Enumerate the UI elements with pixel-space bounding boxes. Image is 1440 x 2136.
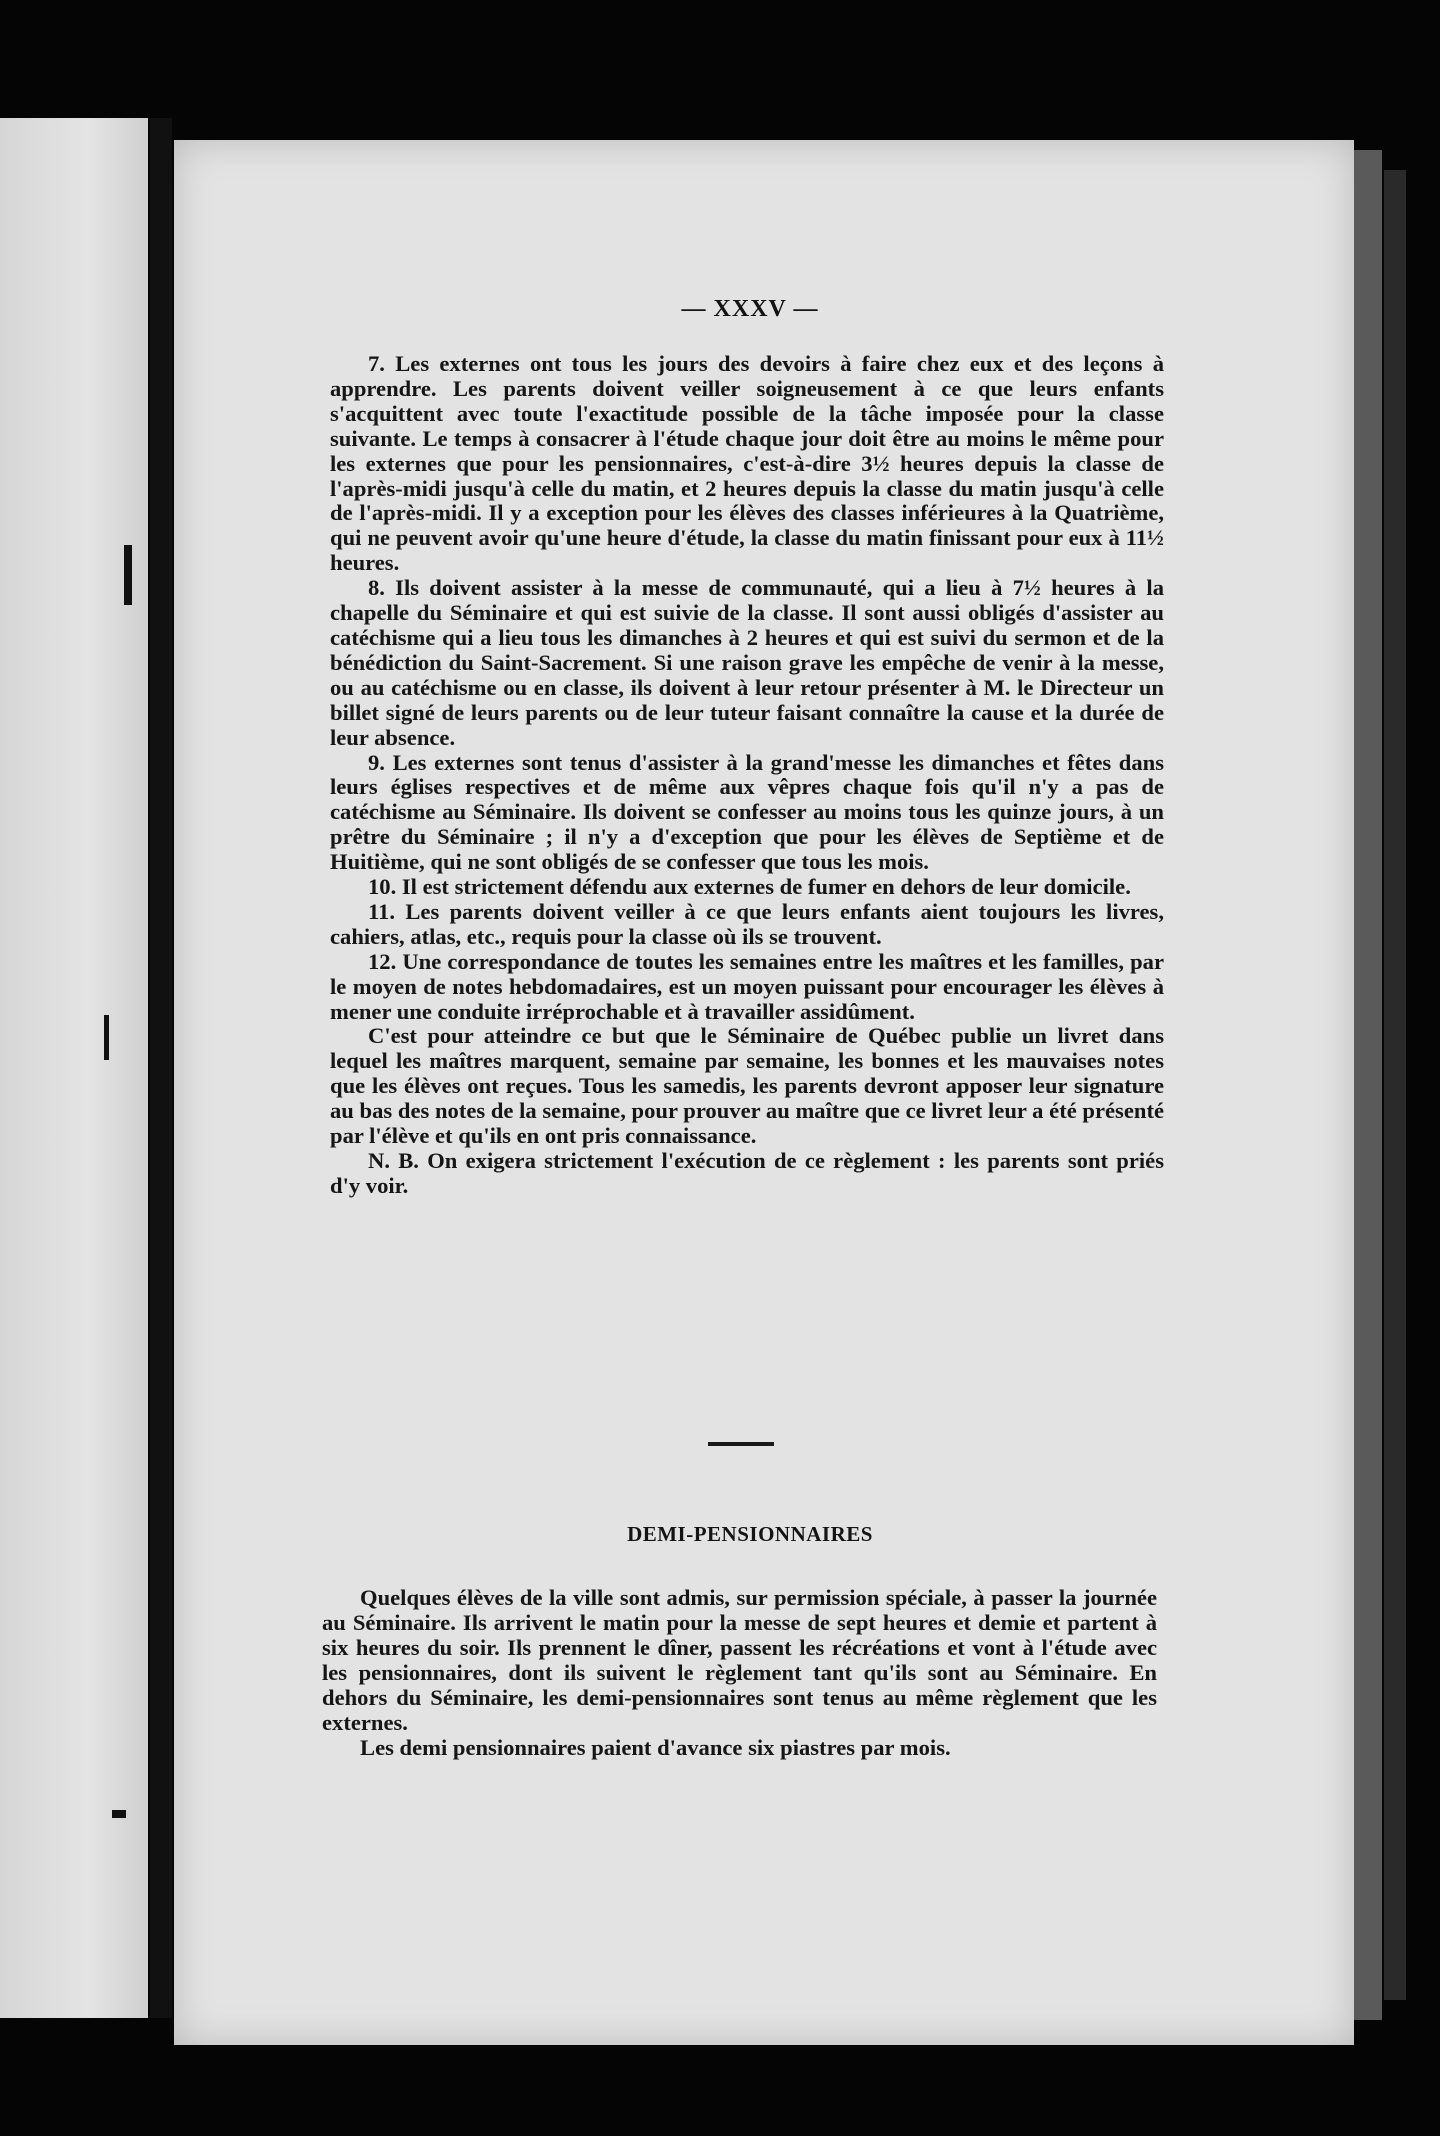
paragraph-9: 9. Les externes sont tenus d'assister à la grand'messe les dimanches et fêtes dans leurs églises respectives et de même aux vêpres chaque fois qu'il n'y a pas de catéchisme au Séminaire. Ils doivent se confesser au moins tous les quinze jours, à un prêtre du Séminaire ; il n'y a d'exception que pour les élèves de Septième et de Huitième, qui ne sont obligés de se confesser que tous les mois. [330,749,1164,875]
paragraph-demi-1: Quelques élèves de la ville sont admis, sur permission spéciale, à passer la journée au Séminaire. Ils arrivent le matin pour la messe de sept heures et demie et partent à six heures du soir. Ils prennent le dîner, passent les récréations et vont à l'étude avec les pensionnaires, dont ils suivent le règlement tant qu'ils sont au Séminaire. En dehors du Séminaire, les demi-pensionnaires sont tenus au même règlement que les externes. [322,1585,1157,1735]
paragraph-11: 11. Les parents doivent veiller à ce que leurs enfants aient toujours les livres, cahiers, atlas, etc., requis pour la classe où ils se trouvent. [330,898,1164,949]
ink-mark [112,1810,126,1818]
page-number: — XXXV — [681,296,819,322]
book-gutter [150,118,172,2018]
ink-mark [104,1015,109,1060]
paragraph-7: 7. Les externes ont tous les jours des devoirs à faire chez eux et des leçons à apprendre. Les parents doivent veiller soigneusement à ce que leurs enfants s'acquittent avec toute l'exactitude possible de la tâche imposée pour la classe suivante. Le temps à consacrer à l'étude chaque jour doit être au moins le même pour les externes que pour les pensionnaires, c'est-à-dire 3½ heures depuis la classe de l'après-midi jusqu'à celle du matin, et 2 heures depuis la classe du matin jusqu'à celle de l'après-midi. Il y a exception pour les élèves des classes inférieures à la Quatrième, qui ne peuvent avoir qu'une heure d'étude, la classe du matin finissant pour eux à 11½ heures. [330,351,1164,576]
paragraph-livret: C'est pour atteindre ce but que le Séminaire de Québec publie un livret dans lequel les maîtres marquent, semaine par semaine, les bonnes et les mauvaises notes que les élèves ont reçues. Tous les samedis, les parents devront apposer leur signature au bas des notes de la semaine, pour prouver au maître que ce livret leur a été présenté par l'élève et qu'ils en ont pris connaissance. [330,1023,1164,1149]
section-title: DEMI-PENSIONNAIRES [627,1522,873,1546]
book-cover-edge [1384,170,1406,2000]
ink-mark [124,545,132,605]
paragraph-nb: N. B. On exigera strictement l'exécution de ce règlement : les parents sont priés d'y voir. [330,1148,1164,1198]
previous-page-edge [0,118,148,2018]
paragraph-demi-2: Les demi pensionnaires paient d'avance six piastres par mois. [360,1735,951,1760]
paragraph-12: 12. Une correspondance de toutes les semaines entre les maîtres et les familles, par le moyen de notes hebdomadaires, est un moyen puissant pour encourager les élèves à mener une conduite irréprochable et à travailler assidûment. [330,948,1164,1024]
paragraph-10: 10. Il est strictement défendu aux externes de fumer en dehors de leur domicile. [368,874,1131,900]
body-text [330,352,1164,1199]
right-page-edge [1354,150,1382,2020]
paragraph-8: 8. Ils doivent assister à la messe de communauté, qui a lieu à 7½ heures à la chapelle du Séminaire et qui est suivie de la classe. Il sont aussi obligés d'assister au catéchisme qui a lieu tous les dimanches à 2 heures et qui est suivi du sermon et de la bénédiction du Saint-Sacrement. Si une raison grave les empêche de venir à la messe, ou au catéchisme ou en classe, ils doivent à leur retour présenter à M. le Directeur un billet signé de leurs parents ou de leur tuteur faisant connaître la cause et la durée de leur absence. [330,575,1164,750]
section-divider [708,1442,774,1446]
section-body-text [322,1585,1157,1760]
